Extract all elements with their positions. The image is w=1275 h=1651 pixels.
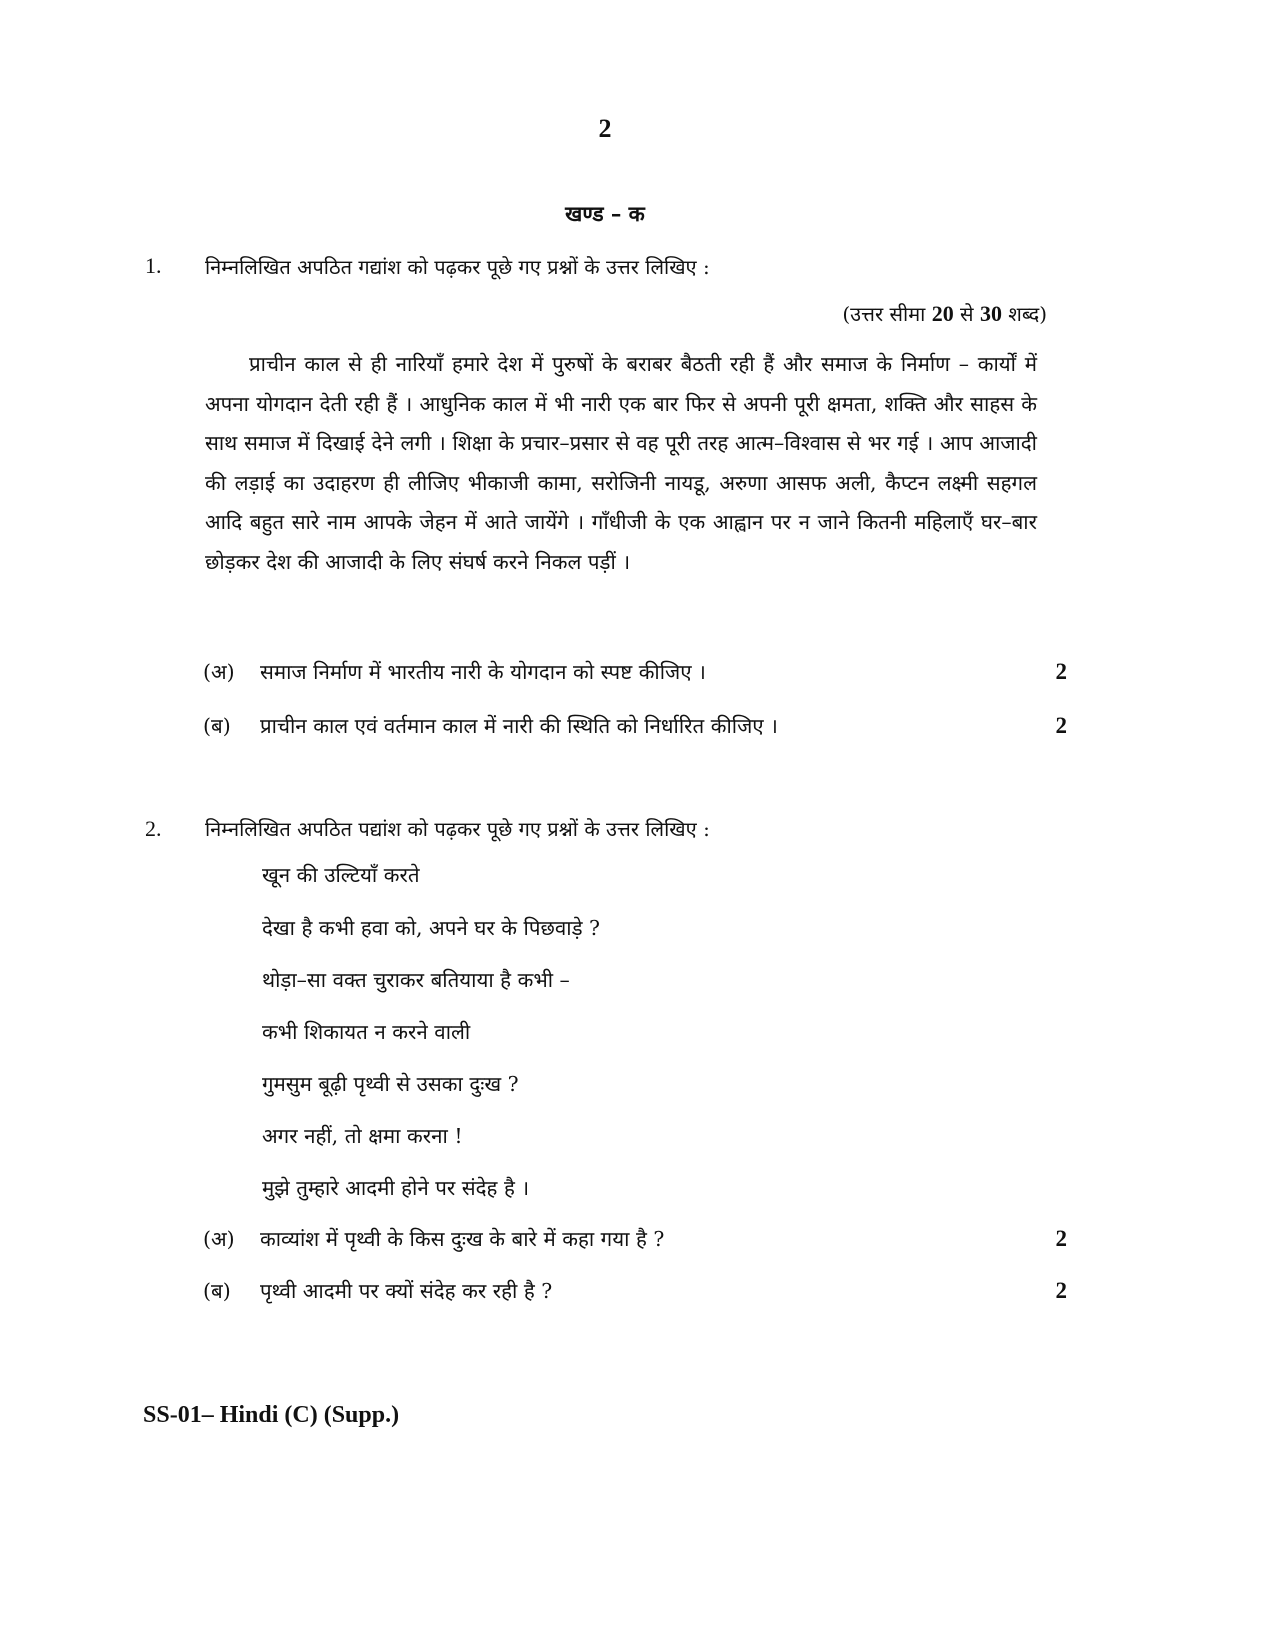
sub-question-label: (अ) [203, 1227, 235, 1251]
question-2b [203, 1276, 552, 1306]
marks: 2 [1055, 659, 1067, 684]
question-1a [203, 657, 706, 687]
poem-line: गुमसुम बूढ़ी पृथ्वी से उसका दुःख ? [262, 1072, 519, 1096]
sub-question-text: समाज निर्माण में भारतीय नारी के योगदान को स्पष्ट कीजिए । [260, 660, 706, 684]
poem-line: थोड़ा–सा वक्त चुराकर बतियाया है कभी – [262, 968, 570, 992]
poem-line: अगर नहीं, तो क्षमा करना ! [262, 1124, 463, 1148]
sub-question-text: पृथ्वी आदमी पर क्यों संदेह कर रही है ? [260, 1279, 553, 1303]
sub-question-label: (ब) [203, 714, 231, 738]
word-limit: (उत्तर सीमा 20 से 30 शब्द) [842, 301, 1047, 326]
sub-question-label: (ब) [203, 1279, 231, 1303]
sub-question-text: प्राचीन काल एवं वर्तमान काल में नारी की स्थिति को निर्धारित कीजिए । [260, 714, 778, 738]
sub-question-label: (अ) [203, 660, 235, 684]
question-1b [203, 711, 778, 741]
page-number: 2 [598, 114, 612, 143]
question-2-number: 2. [145, 816, 162, 841]
marks: 2 [1055, 1278, 1067, 1303]
footer-paper-code: SS-01– Hindi (C) (Supp.) [143, 1402, 400, 1428]
poem-line: मुझे तुम्हारे आदमी होने पर संदेह है । [262, 1176, 530, 1200]
poem-line: देखा है कभी हवा को, अपने घर के पिछवाड़े ? [262, 916, 601, 940]
poem-line: कभी शिकायत न करने वाली [262, 1020, 471, 1044]
poem-line: खून की उल्टियाँ करते [262, 863, 420, 887]
question-2-prompt: निम्नलिखित अपठित पद्यांश को पढ़कर पूछे गए प्रश्नों के उत्तर लिखिए : [205, 817, 710, 841]
question-2a [203, 1224, 664, 1254]
sub-question-text: काव्यांश में पृथ्वी के किस दुःख के बारे में कहा गया है ? [260, 1227, 665, 1251]
marks: 2 [1055, 1226, 1067, 1251]
marks: 2 [1055, 713, 1067, 738]
question-1-number: 1. [145, 253, 162, 278]
section-heading: खण्ड – क [565, 201, 645, 226]
passage-text: प्राचीन काल से ही नारियाँ हमारे देश में पुरुषों के बराबर बैठती रही हैं और समाज के निर्माण – कार्यों में अपना योगदान देती रही हैं । आधुनिक काल में भी नारी एक बार फिर से अपनी पूरी क्षमता, शक्ति और साहस के साथ समाज में दिखाई देने लगी । शिक्षा के प्रचार–प्रसार से वह पूरी तरह आत्म–विश्वास से भर गई । आप आजादी की लड़ाई का उदाहरण ही लीजिए भीकाजी कामा, सरोजिनी नायडू, अरुणा आसफ अली, कैप्टन लक्ष्मी सहगल आदि बहुत सारे नाम आपके जेहन में आते जायेंगे । गाँधीजी के एक आह्वान पर न जाने कितनी महिलाएँ घर–बार छोड़कर देश की आजादी के लिए संघर्ष करने निकल पड़ीं । [205, 352, 1037, 574]
question-1-prompt: निम्नलिखित अपठित गद्यांश को पढ़कर पूछे गए प्रश्नों के उत्तर लिखिए : [205, 255, 710, 279]
